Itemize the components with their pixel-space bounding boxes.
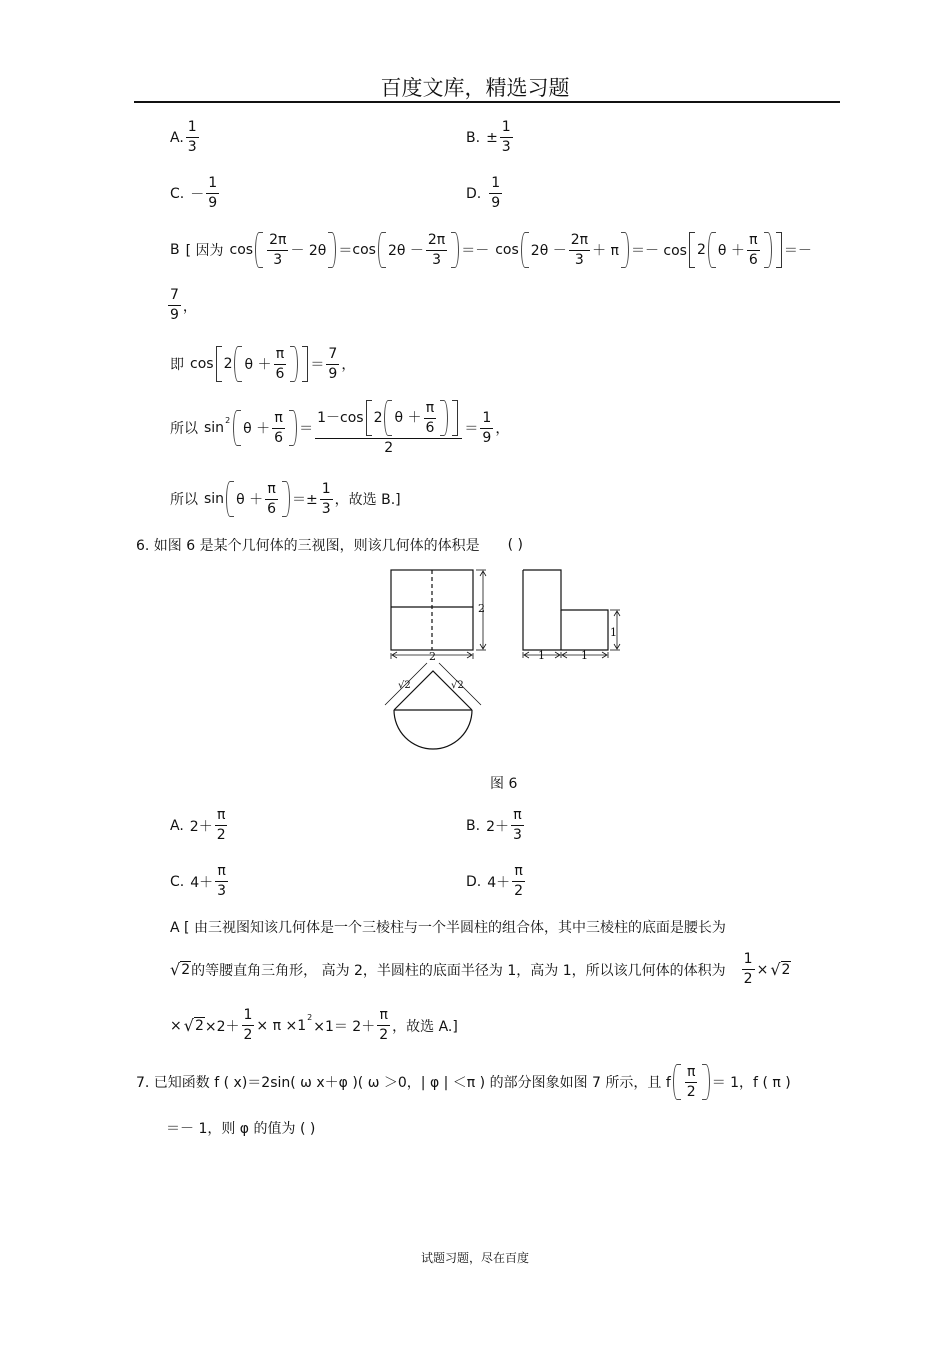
q5-option-b: B. ± $\frac{1}{3}$: [466, 119, 511, 155]
dim-label: 1: [610, 626, 617, 639]
three-view-figure: [380, 562, 630, 760]
dim-label: √2: [451, 680, 464, 691]
sqrt: √ 2: [770, 960, 791, 979]
page-title: 百度文库，精选习题: [380, 76, 570, 100]
q5-solution-line-5: 所以 sin θ ＋ $\frac{\pi}{6}$ ＝± $\frac{1}{3}$ ，故选 B.]: [170, 480, 401, 517]
left-paren: [233, 410, 241, 446]
right-bracket: [776, 232, 782, 268]
dim-label: 2: [478, 602, 485, 615]
left-bracket: [216, 346, 222, 382]
left-paren: [673, 1064, 681, 1100]
left-paren: [521, 232, 529, 268]
right-bracket: [302, 346, 308, 382]
q6-solution-line-2: √ 2 的等腰直角三角形， 高为 2，半圆柱的底面半径为 1，高为 1，所以该几何体的体积为 $\frac{1}{2}$ × √ 2: [170, 951, 791, 987]
q6-stem: 6. 如图 6 是某个几何体的三视图，则该几何体的体积是 ( ): [136, 537, 523, 554]
q6-option-a: A. 2＋ $\frac{\pi}{2}$: [170, 807, 226, 843]
right-paren: [621, 232, 629, 268]
q6-solution-line-3: × √ 2 ×2＋ $\frac{1}{2}$ × π ×1 2 ×1＝ 2＋ $\frac{\pi}{2}$ ，故选 A.]: [170, 1007, 458, 1043]
q5-option-c: C. － $\frac{1}{9}$: [170, 175, 218, 211]
fraction: $\frac{1}{3}$: [501, 119, 511, 155]
dim-label: 1: [581, 649, 588, 662]
side-view: [523, 570, 608, 650]
q5-solution-line-1: B [ 因为 cos $\frac{2\pi}{3}$ － 2θ ＝ cos 2θ － $\frac{2\pi}{3}$ ＝－ cos 2θ － $\frac{2\pi}{3}$ ＋ π ＝－ cos 2 θ ＋ $\frac{\pi}{6}$ ＝－: [170, 231, 812, 268]
fraction: $\frac{2\pi}{3}$: [570, 231, 589, 268]
fraction: $\frac{\pi}{2}$: [216, 807, 226, 843]
q7-stem-line-2: ＝－ 1，则 φ 的值为 ( ): [166, 1121, 316, 1137]
figure-caption: 图 6: [490, 776, 518, 792]
fraction: $\frac{\pi}{2}$: [514, 863, 524, 899]
right-paren: [451, 232, 459, 268]
fraction: $\frac{\pi}{3}$: [512, 807, 522, 843]
right-paren: [764, 232, 772, 268]
right-paren: [290, 346, 298, 382]
fraction: $\frac{2\pi}{3}$: [269, 231, 287, 268]
q5-solution-line-3: 即 cos 2 θ ＋ $\frac{\pi}{6}$ ＝ $\frac{7}{9}$ ，: [170, 345, 356, 382]
fraction: $\frac{1}{9}$: [482, 409, 492, 446]
right-paren: [328, 232, 336, 268]
right-paren: [282, 481, 290, 517]
fraction: $\frac{2\pi}{3}$: [427, 231, 446, 268]
fraction: $\frac{\pi}{6}$: [275, 345, 285, 382]
fraction: $\frac{1}{9}$: [491, 175, 501, 211]
fraction: $\frac{7}{9}$: [170, 287, 179, 323]
left-paren: [255, 232, 263, 268]
q5-option-d: D. $\frac{1}{9}$: [466, 175, 501, 211]
fraction: $\frac{1}{9}$: [208, 175, 218, 211]
left-paren: [708, 232, 716, 268]
q6-option-d: D. 4＋ $\frac{\pi}{2}$: [466, 863, 524, 899]
right-paren: [289, 410, 297, 446]
fraction: $\frac{7}{9}$: [328, 345, 338, 382]
right-bracket: [452, 400, 458, 436]
q6-option-c: C. 4＋ $\frac{\pi}{3}$: [170, 863, 227, 899]
fraction: $\frac{1}{3}$: [187, 119, 197, 155]
fraction: $\frac{1}{3}$: [321, 480, 331, 517]
fraction: $\frac{1}{2}$: [243, 1007, 253, 1043]
big-fraction: 1－cos 2 θ ＋ $\frac{\pi}{6}$ 2: [315, 400, 462, 456]
front-view: [391, 570, 473, 650]
q5-solution-line-2: $\frac{7}{9}$ ，: [170, 287, 197, 323]
top-view-semicircle: [394, 710, 472, 749]
q6-option-b: B. 2＋ $\frac{\pi}{3}$: [466, 807, 522, 843]
q6-solution-line-1: A [ 由三视图知该几何体是一个三棱柱与一个半圆柱的组合体，其中三棱柱的底面是腰长为: [170, 920, 726, 936]
header-rule: [134, 101, 840, 103]
dim-label: 1: [538, 649, 545, 662]
left-paren: [384, 400, 392, 436]
q5-solution-line-4: 所以 sin 2 θ ＋ $\frac{\pi}{6}$ ＝ 1－cos 2 θ ＋ $\frac{\pi}{6}$ 2 ＝ $\frac{1}{9}$ ，: [170, 399, 510, 456]
fraction: $\frac{\pi}{3}$: [217, 863, 227, 899]
left-paren: [378, 232, 386, 268]
fraction: $\frac{\pi}{6}$: [425, 399, 435, 436]
sqrt: √ 2: [183, 1016, 204, 1035]
fraction: $\frac{\pi}{2}$: [379, 1007, 389, 1043]
left-paren: [234, 346, 242, 382]
fraction: $\frac{\pi}{6}$: [267, 480, 276, 517]
right-paren: [440, 400, 448, 436]
q7-stem-line-1: 7. 已知函数 f ( x)＝2sin( ω x＋φ )( ω ＞0，| φ | ＜π ) 的部分图象如图 7 所示，且 f $\frac{\pi}{2}$ ＝ 1，f ( π ): [136, 1063, 791, 1100]
right-paren: [702, 1064, 710, 1100]
fraction: $\frac{\pi}{2}$: [686, 1063, 696, 1100]
left-bracket: [366, 400, 372, 436]
page-footer: 试题习题，尽在百度: [420, 1251, 529, 1265]
left-paren: [226, 481, 234, 517]
sqrt: √ 2: [170, 960, 191, 979]
left-bracket: [689, 232, 695, 268]
fraction: $\frac{1}{2}$: [743, 951, 753, 987]
fraction: $\frac{\pi}{6}$: [748, 231, 758, 268]
dim-label: 2: [429, 650, 436, 663]
q5-option-a: A. $\frac{1}{3}$: [170, 119, 197, 155]
dim-label: √2: [398, 680, 411, 691]
fraction: $\frac{\pi}{6}$: [274, 409, 284, 446]
